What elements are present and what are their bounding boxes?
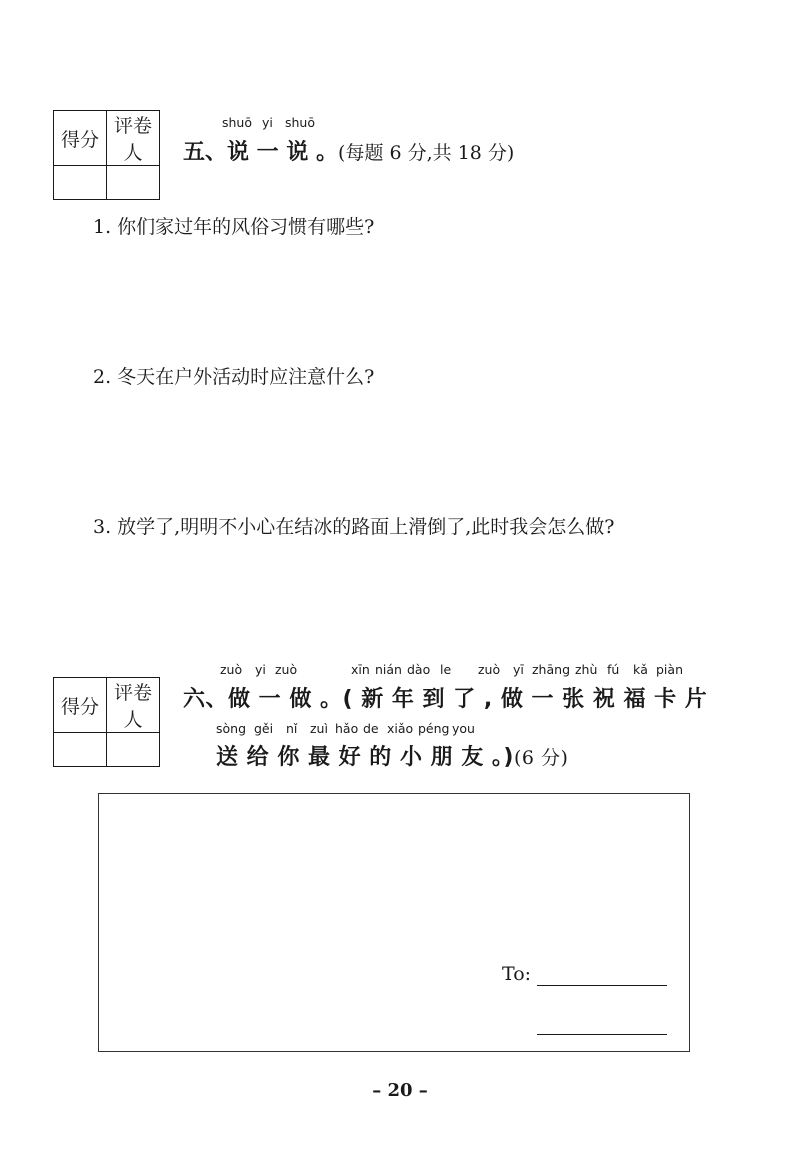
pinyin-zui: zuì [310, 721, 328, 736]
grader-cell[interactable] [107, 733, 160, 767]
question-2: 2. 冬天在户外活动时应注意什么? [93, 366, 375, 388]
pinyin-yi-1: yi [255, 662, 266, 677]
section5-number: 五、 [183, 140, 228, 165]
pinyin-peng: péng [418, 721, 450, 736]
pinyin-zuo-1: zuò [220, 662, 243, 677]
pinyin-yi: yi [262, 115, 273, 130]
pinyin-zuo-3: zuò [478, 662, 501, 677]
pinyin-xiao: xiǎo [387, 721, 414, 736]
pinyin-song: sòng [216, 721, 247, 736]
section6-heading-line2 [216, 740, 568, 771]
pinyin-shuo-1: shuō [222, 115, 253, 130]
pinyin-xin: xīn [351, 662, 370, 677]
to-blank-line[interactable] [537, 985, 667, 986]
to-label: To: [502, 963, 532, 985]
pinyin-ni: nǐ [286, 721, 298, 736]
page-number: – 20 – [372, 1080, 428, 1101]
section5-title: 说 一 说 [227, 140, 309, 165]
pinyin-gei: gěi [254, 721, 274, 736]
question-3: 3. 放学了,明明不小心在结冰的路面上滑倒了,此时我会怎么做? [93, 516, 615, 538]
score-header: 得分 [54, 111, 107, 166]
pinyin-ka: kǎ [633, 662, 648, 677]
pinyin-zhu: zhù [575, 662, 598, 677]
score-table-section6 [53, 677, 160, 767]
grader-header: 评卷人 [107, 678, 160, 733]
section6-line2-text: 送 给 你 最 好 的 小 朋 友 。) [216, 745, 514, 770]
from-blank-line[interactable] [537, 1034, 667, 1035]
section5-points-note: (每题 6 分,共 18 分) [338, 142, 515, 164]
pinyin-shuo-2: shuō [285, 115, 316, 130]
section6-heading: 六、做 一 做 。( 新 年 到 了 , 做 一 张 祝 福 卡 片 [183, 687, 708, 712]
pinyin-hao: hǎo [335, 721, 359, 736]
pinyin-pian: piàn [656, 662, 683, 677]
score-table-section5 [53, 110, 160, 200]
section5-end-mark: 。 [316, 140, 339, 165]
question-1: 1. 你们家过年的风俗习惯有哪些? [93, 216, 375, 238]
score-cell[interactable] [54, 733, 107, 767]
grader-cell[interactable] [107, 166, 160, 200]
pinyin-de: de [363, 721, 379, 736]
pinyin-dao: dào [407, 662, 431, 677]
pinyin-fu: fú [607, 662, 620, 677]
score-cell[interactable] [54, 166, 107, 200]
section6-points-note: (6 分) [514, 747, 569, 769]
grader-header: 评卷人 [107, 111, 160, 166]
score-header: 得分 [54, 678, 107, 733]
pinyin-zuo-2: zuò [275, 662, 298, 677]
pinyin-nian: nián [375, 662, 402, 677]
pinyin-zhang: zhāng [532, 662, 571, 677]
section5-heading [183, 135, 514, 166]
pinyin-le: le [440, 662, 452, 677]
pinyin-yi-2: yī [513, 662, 524, 677]
greeting-card-area[interactable] [98, 793, 690, 1052]
pinyin-you: you [452, 721, 475, 736]
